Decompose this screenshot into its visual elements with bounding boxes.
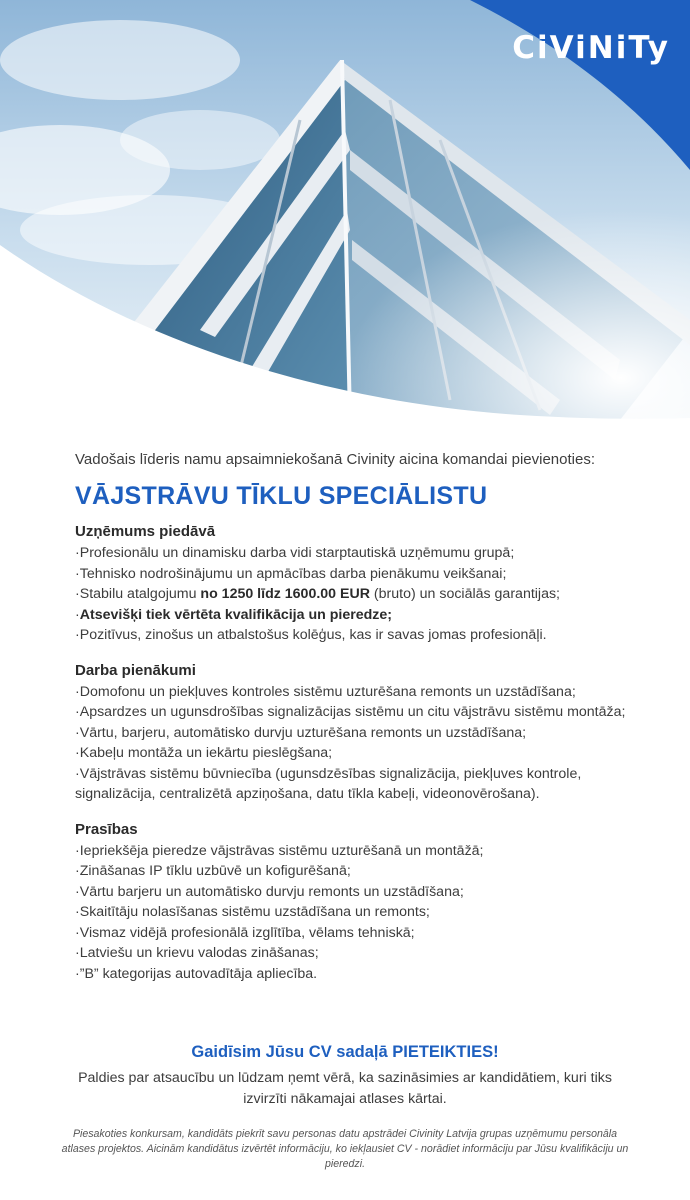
hero-image (0, 0, 690, 420)
list-item: ·Profesionālu un dinamisku darba vidi starptautiskā uzņēmumu grupā; (75, 545, 515, 561)
salary-item: ·Stabilu atalgojumu no 1250 līdz 1600.00 EUR (bruto) un sociālās garantijas; (75, 586, 561, 602)
job-title: VĀJSTRĀVU TĪKLU SPECIĀLISTU (75, 482, 488, 510)
offer-title: Uzņēmums piedāvā (75, 523, 216, 540)
offer-section (75, 521, 635, 646)
job-ad-content (75, 450, 635, 998)
list-item: ·Vismaz vidējā profesionālā izglītība, vēlams tehniskā; (75, 924, 415, 941)
list-item: ·Vārtu, barjeru, automātisko durvju uzturēšana remonts un uzstādīšana; (75, 724, 527, 741)
duties-title: Darba pienākumi (75, 661, 196, 679)
intro-text: Vadošais līderis namu apsaimniekošanā Civinity aicina komandai pievienoties: (75, 451, 595, 468)
highlight-item: ·Atsevišķi tiek vērtēta kvalifikācija un pieredze; (75, 606, 393, 623)
duties-section (75, 660, 635, 805)
civinity-logo: CiViNiTy (512, 30, 670, 66)
list-item: ·Pozitīvus, zinošus un atbalstošus kolēģus, kas ir savas jomas profesionāļi. (75, 627, 547, 643)
list-item: ·”B” kategorijas autovadītāja apliecība. (75, 965, 318, 982)
list-item: ·Latviešu un krievu valodas zināšanas; (75, 945, 319, 961)
thanks-text: Paldies par atsaucību un lūdzam ņemt vērā, ka sazināsimies ar kandidātiem, kuri tiks izvirzīti nākamajai atlases kārtai. (78, 1070, 612, 1107)
list-item: ·Apsardzes un ugunsdrošības signalizācijas sistēmu un citu vājstrāvu sistēmu montāža; (75, 704, 626, 720)
requirements-section (75, 819, 635, 985)
privacy-disclaimer: Piesakoties konkursam, kandidāts piekrīt savu personas datu apstrādei Civinity Latvija grupas uzņēmumu personāla atlases projektos. Aicinām kandidātus izvērtēt informāciju, ko iekļausiet CV - norādiet informāciju par Jūsu kvalifikāciju un pieredzi. (61, 1128, 629, 1170)
requirements-title: Prasības (75, 820, 138, 838)
list-item: ·Domofonu un piekļuves kontroles sistēmu uzturēšana remonts un uzstādīšana; (75, 683, 576, 700)
salary-range: no 1250 līdz 1600.00 EUR (200, 586, 370, 602)
list-item: ·Vājstrāvas sistēmu būvniecība (ugunsdzēsības signalizācija, piekļuves kontrole, signalizācija, centralizētā apziņošana, datu tīkla kabeļi, videonovērošana). (75, 765, 582, 802)
list-item: ·Kabeļu montāža un iekārtu pieslēgšana; (75, 745, 333, 761)
list-item: ·Skaitītāju nolasīšanas sistēmu uzstādīšana un remonts; (75, 904, 430, 920)
apply-call-to-action: Gaidīsim Jūsu CV sadaļā PIETEIKTIES! (191, 1043, 499, 1061)
list-item: ·Zināšanas IP tīklu uzbūvē un kofigurēšanā; (75, 863, 351, 879)
list-item: ·Iepriekšēja pieredze vājstrāvas sistēmu uzturēšanā un montāžā; (75, 842, 484, 859)
list-item: ·Vārtu barjeru un automātisko durvju remonts un uzstādīšana; (75, 883, 464, 900)
list-item: ·Tehnisko nodrošinājumu un apmācības darba pienākumu veikšanai; (75, 565, 507, 582)
